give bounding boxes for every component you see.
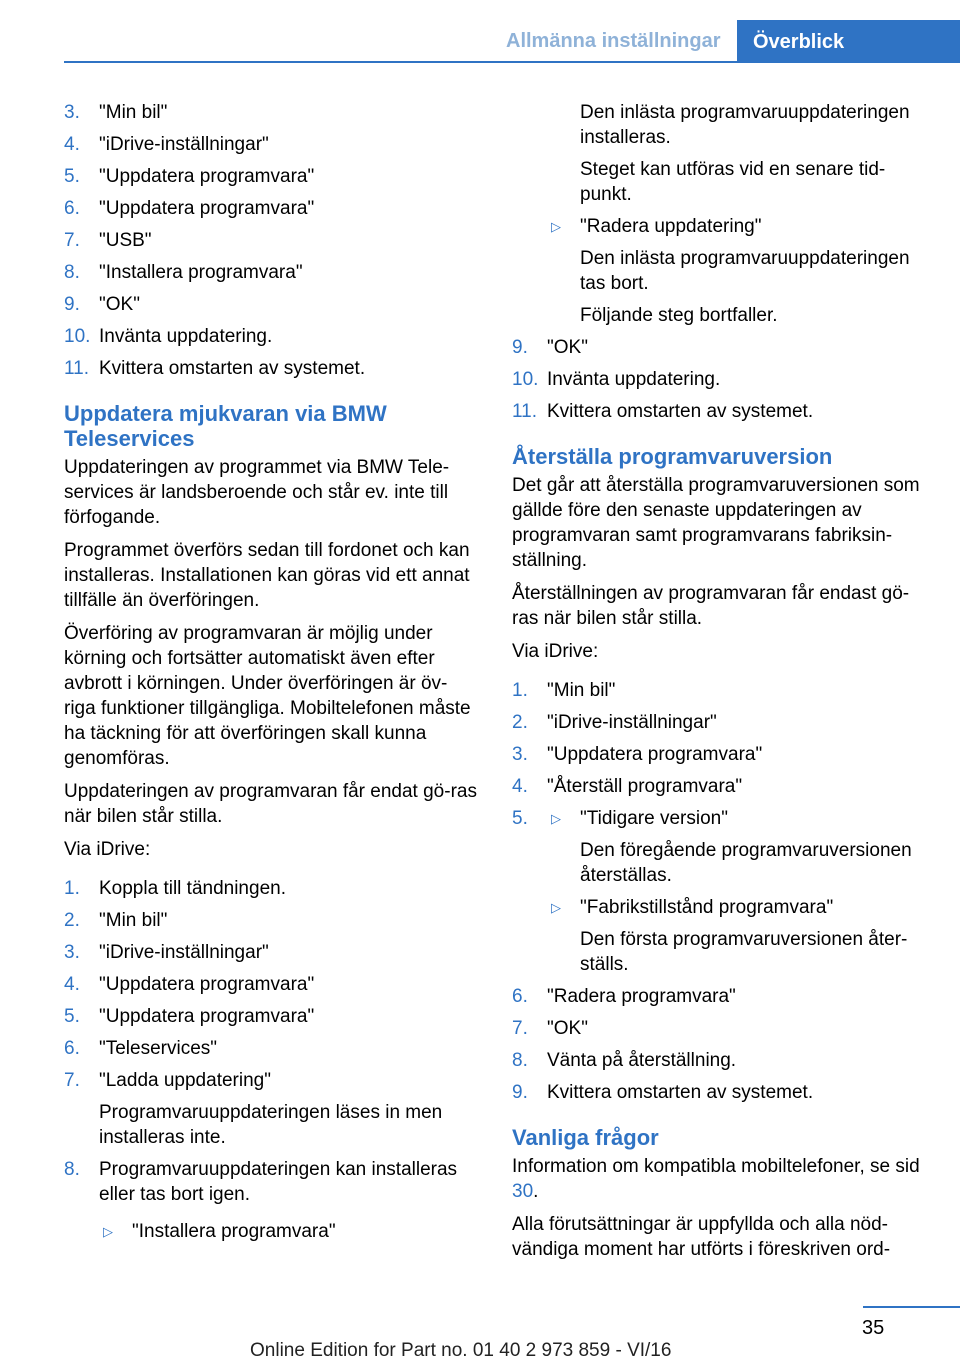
left-column bbox=[64, 100, 478, 1251]
list-number: 6. bbox=[64, 1038, 80, 1059]
list-number: 6. bbox=[64, 198, 80, 219]
option-text: "Radera uppdatering" bbox=[580, 216, 762, 237]
list-text: Kvittera omstarten av systemet. bbox=[99, 358, 366, 379]
option-item bbox=[99, 1219, 478, 1244]
list-item bbox=[64, 1004, 478, 1029]
paragraph-text: . bbox=[533, 1181, 539, 1202]
list-text: "Uppdatera programvara" bbox=[99, 198, 315, 219]
list-text: Invänta uppdatering. bbox=[99, 326, 273, 347]
list-item bbox=[512, 1080, 926, 1105]
list-number: 7. bbox=[64, 230, 80, 251]
list-text: "Ladda uppdatering" bbox=[99, 1070, 271, 1091]
paragraph: Återställningen av programvaran får endast gö‐ras när bilen står stilla. bbox=[512, 583, 910, 629]
list-item bbox=[512, 806, 926, 977]
list-text: "Min bil" bbox=[547, 680, 616, 701]
header-chapter-tab: Överblick bbox=[737, 20, 960, 62]
paragraph: Överföring av programvaran är möjlig under körning och fortsätter automatiskt även efter avbrott i körningen. Under överföringen är öv‐riga funktioner tillgängliga. Mobiltelefonen måste ha täckning för att överföringen skall kunna genomföras. bbox=[64, 623, 471, 769]
list-text: "OK" bbox=[547, 337, 588, 358]
list-text: "USB" bbox=[99, 230, 152, 251]
list-number: 6. bbox=[512, 986, 528, 1007]
list-text: "iDrive-inställningar" bbox=[99, 942, 269, 963]
section-heading-teleservices: Uppdatera mjukvaran via BMW Teleservices bbox=[64, 401, 387, 451]
list-number: 11. bbox=[64, 358, 90, 379]
list-number: 8. bbox=[64, 262, 80, 283]
list-number: 9. bbox=[512, 337, 528, 358]
list-text: "Uppdatera programvara" bbox=[547, 744, 763, 765]
list-number: 5. bbox=[512, 808, 528, 829]
triangle-bullet-icon: ▷ bbox=[103, 1224, 113, 1239]
option-subtext: Den inlästa programvaruuppdateringen installeras. bbox=[580, 102, 910, 148]
list-item bbox=[64, 1036, 478, 1061]
paragraph-text: Information om kompatibla mobiltelefoner, se sid bbox=[512, 1156, 920, 1177]
list-item bbox=[512, 710, 926, 735]
paragraph: Programmet överförs sedan till fordonet och kan installeras. Installationen kan göras vid ett annat tillfälle än överföringen. bbox=[64, 540, 470, 611]
list-number: 10. bbox=[64, 326, 91, 347]
list-item bbox=[512, 335, 926, 360]
list-item bbox=[64, 1157, 478, 1244]
list-number: 10. bbox=[512, 369, 539, 390]
list-item bbox=[512, 984, 926, 1009]
triangle-bullet-icon: ▷ bbox=[551, 811, 561, 826]
list-text: Invänta uppdatering. bbox=[547, 369, 721, 390]
list-item bbox=[64, 260, 478, 285]
list-text: "Uppdatera programvara" bbox=[99, 1006, 315, 1027]
list-number: 2. bbox=[64, 910, 80, 931]
list-number: 7. bbox=[64, 1070, 80, 1091]
footer-edition: Online Edition for Part no. 01 40 2 973 859 - VI/16 bbox=[250, 1340, 672, 1361]
page-number: 35 bbox=[862, 1317, 885, 1339]
list-item bbox=[64, 228, 478, 253]
list-text: Programvaruuppdateringen kan installeras eller tas bort igen. bbox=[99, 1159, 458, 1205]
triangle-bullet-icon: ▷ bbox=[551, 900, 561, 915]
list-item bbox=[64, 356, 478, 381]
list-item bbox=[512, 1048, 926, 1073]
list-text: Vänta på återställning. bbox=[547, 1050, 737, 1071]
page-reference-link[interactable]: 30 bbox=[512, 1181, 534, 1202]
list-item bbox=[512, 742, 926, 767]
list-item bbox=[64, 1068, 478, 1150]
list-subtext: Programvaruuppdateringen läses in men installeras inte. bbox=[99, 1102, 443, 1148]
list-number: 9. bbox=[512, 1082, 528, 1103]
list-number: 5. bbox=[64, 166, 80, 187]
list-text: "Uppdatera programvara" bbox=[99, 166, 315, 187]
option-text: "Fabrikstillstånd programvara" bbox=[580, 897, 834, 918]
section-heading-restore: Återställa programvaruversion bbox=[512, 444, 833, 469]
paragraph: Uppdateringen av programvaran får endat gö‐ras när bilen står stilla. bbox=[64, 781, 477, 827]
option-text: "Installera programvara" bbox=[132, 1221, 336, 1242]
list-text: "Min bil" bbox=[99, 102, 168, 123]
list-text: Kvittera omstarten av systemet. bbox=[547, 1082, 814, 1103]
list-text: "OK" bbox=[547, 1018, 588, 1039]
list-text: "iDrive-inställningar" bbox=[99, 134, 269, 155]
list-number: 8. bbox=[64, 1159, 80, 1180]
option-subtext: Den första programvaruversionen åter‐ställs. bbox=[580, 929, 908, 975]
list-number: 1. bbox=[512, 680, 528, 701]
list-text: "Uppdatera programvara" bbox=[99, 974, 315, 995]
header-section-title: Allmänna inställningar bbox=[506, 30, 721, 52]
list-number: 9. bbox=[64, 294, 80, 315]
continued-option bbox=[512, 100, 926, 207]
option-subtext: Följande steg bortfaller. bbox=[580, 305, 778, 326]
list-text: "Radera programvara" bbox=[547, 986, 736, 1007]
list-item bbox=[64, 100, 478, 125]
list-item bbox=[64, 292, 478, 317]
paragraph: Alla förutsättningar är uppfyllda och alla nöd‐vändiga moment har utförts i föreskriven ord‐ bbox=[512, 1214, 891, 1260]
page-header bbox=[0, 0, 960, 62]
list-text: "Återställ programvara" bbox=[547, 776, 743, 797]
list-number: 4. bbox=[512, 776, 528, 797]
paragraph: Via iDrive: bbox=[512, 641, 599, 662]
list-number: 11. bbox=[512, 401, 538, 422]
list-item bbox=[512, 678, 926, 703]
list-item bbox=[64, 972, 478, 997]
list-item bbox=[64, 196, 478, 221]
list-number: 8. bbox=[512, 1050, 528, 1071]
list-number: 4. bbox=[64, 974, 80, 995]
list-number: 3. bbox=[64, 102, 80, 123]
list-text: "OK" bbox=[99, 294, 140, 315]
section-heading-faq: Vanliga frågor bbox=[512, 1125, 659, 1150]
option-item bbox=[547, 895, 926, 977]
option-group bbox=[512, 214, 926, 328]
list-text: "Installera programvara" bbox=[99, 262, 303, 283]
list-text: "iDrive-inställningar" bbox=[547, 712, 717, 733]
list-item bbox=[512, 1016, 926, 1041]
list-item bbox=[512, 399, 926, 424]
list-number: 3. bbox=[64, 942, 80, 963]
paragraph: Via iDrive: bbox=[64, 839, 151, 860]
list-item bbox=[64, 940, 478, 965]
list-text: Koppla till tändningen. bbox=[99, 878, 286, 899]
list-number: 4. bbox=[64, 134, 80, 155]
list-item bbox=[512, 774, 926, 799]
list-item bbox=[64, 324, 478, 349]
option-subtext: Den föregående programvaruversionen återställas. bbox=[580, 840, 912, 886]
paragraph bbox=[512, 1154, 926, 1204]
list-text: Kvittera omstarten av systemet. bbox=[547, 401, 814, 422]
list-number: 5. bbox=[64, 1006, 80, 1027]
list-item bbox=[64, 908, 478, 933]
option-item bbox=[547, 806, 926, 888]
option-subtext: Steget kan utföras vid en senare tid‐punkt. bbox=[580, 159, 886, 205]
list-number: 2. bbox=[512, 712, 528, 733]
list-text: "Min bil" bbox=[99, 910, 168, 931]
paragraph: Uppdateringen av programmet via BMW Tele‐services är landsberoende och står ev. inte till förfogande. bbox=[64, 457, 450, 528]
header-rule bbox=[64, 61, 960, 63]
option-item bbox=[547, 214, 926, 328]
list-number: 7. bbox=[512, 1018, 528, 1039]
list-number: 1. bbox=[64, 878, 80, 899]
triangle-bullet-icon: ▷ bbox=[551, 219, 561, 234]
list-number: 3. bbox=[512, 744, 528, 765]
list-item bbox=[64, 164, 478, 189]
list-item bbox=[512, 367, 926, 392]
paragraph: Det går att återställa programvaruversionen som gällde före den senaste uppdateringen av programvaran samt programvarans fabriksin‐ställning. bbox=[512, 475, 920, 571]
option-subtext: Den inlästa programvaruuppdateringen tas bort. bbox=[580, 248, 910, 294]
list-text: "Teleservices" bbox=[99, 1038, 218, 1059]
list-item bbox=[64, 876, 478, 901]
option-text: "Tidigare version" bbox=[580, 808, 728, 829]
footer-rule bbox=[863, 1306, 960, 1308]
right-column bbox=[512, 100, 926, 1270]
list-item bbox=[64, 132, 478, 157]
